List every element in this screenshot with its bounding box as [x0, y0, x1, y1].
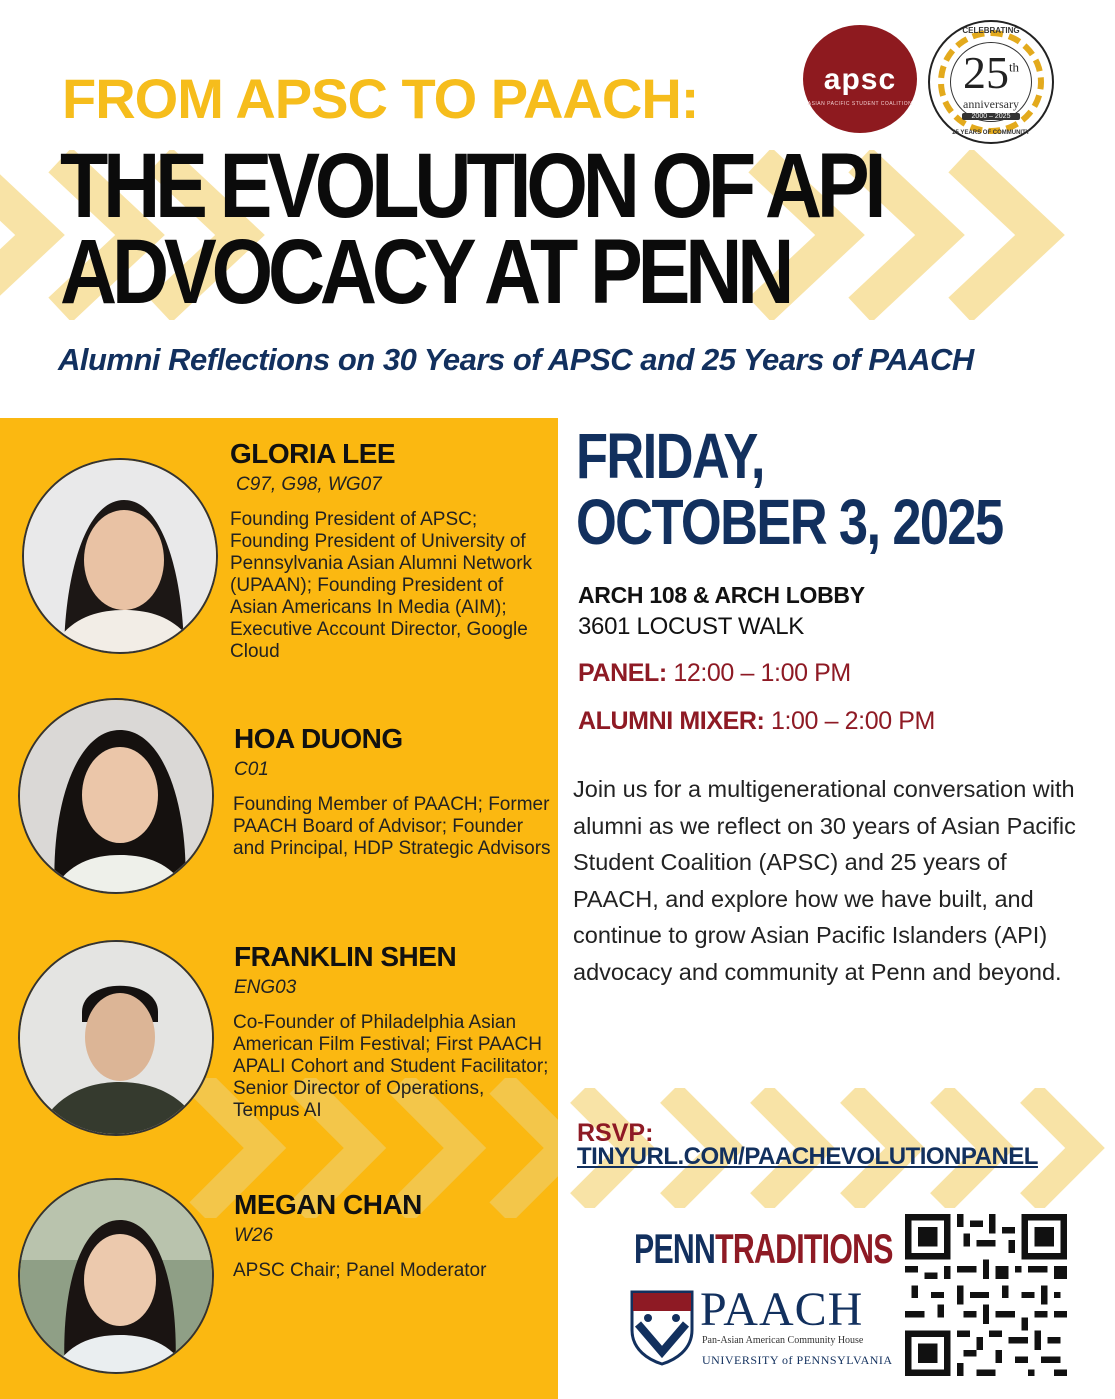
university-name: UNIVERSITY of PENNSYLVANIA: [702, 1353, 893, 1367]
headline-line-1: THE EVOLUTION OF API: [60, 135, 882, 237]
speaker-name: MEGAN CHAN: [234, 1189, 422, 1220]
anniversary-seal: [928, 20, 1054, 144]
speaker-credentials: ENG03: [234, 977, 297, 998]
penn-shield-icon: [630, 1290, 694, 1366]
seal-word: anniversary: [963, 97, 1019, 111]
panel-time: PANEL: 12:00 – 1:00 PM: [578, 659, 851, 687]
speaker-credentials: C97, G98, WG07: [236, 474, 382, 495]
speaker-credentials: W26: [234, 1225, 274, 1246]
speaker-credentials: C01: [234, 759, 269, 780]
seal-top-text: CELEBRATING: [962, 26, 1020, 35]
event-date: OCTOBER 3, 2025: [576, 486, 1003, 558]
speaker-photo-hoa-duong: [18, 698, 214, 894]
rsvp-link[interactable]: TINYURL.COM/PAACHEVOLUTIONPANEL: [577, 1143, 1038, 1170]
rsvp-label: RSVP:: [577, 1119, 654, 1147]
apsc-wordmark: apsc: [823, 63, 897, 96]
paach-wordmark: PAACH: [700, 1283, 864, 1336]
paach-full-name: Pan-Asian American Community House: [702, 1335, 864, 1346]
speaker-photo-gloria-lee: [22, 458, 218, 654]
event-venue: ARCH 108 & ARCH LOBBY: [578, 582, 865, 608]
event-date-day: FRIDAY,: [576, 420, 764, 492]
penn-traditions-logo: PENNTRADITIONS: [634, 1225, 893, 1272]
tagline: Alumni Reflections on 30 Years of APSC and 25 Years of PAACH: [58, 342, 974, 377]
seal-years: 2000 – 2025: [962, 113, 1020, 120]
apsc-logo-subtext: ASIAN PACIFIC STUDENT COALITION: [807, 101, 913, 107]
event-description: Join us for a multigenerational conversation with alumni as we reflect on 30 years of Asian Pacific Student Coalition (APSC) and 25 years of PAACH, and explore how we have built, and continue to grow Asian Pacific Islanders (API) advocacy and community at Penn and beyond.: [573, 776, 1076, 985]
speaker-bio: APSC Chair; Panel Moderator: [233, 1260, 487, 1281]
speakers-panel: [0, 418, 558, 1399]
seal-number: 25th: [962, 47, 1020, 98]
headline-line-2: ADVOCACY AT PENN: [60, 221, 790, 323]
speaker-bio: Co-Founder of Philadelphia Asian American Film Festival; First PAACH APALI Cohort and Student Facilitator; Senior Director of Operations, Tempus AI: [233, 1012, 549, 1121]
speaker-photo-franklin-shen: [18, 940, 214, 1136]
event-address: 3601 LOCUST WALK: [578, 613, 804, 640]
rsvp-qr-code-icon[interactable]: [905, 1214, 1067, 1376]
speaker-bio: Founding Member of PAACH; Former PAACH Board of Advisor; Founder and Principal, HDP Strategic Advisors: [233, 794, 551, 859]
speaker-name: GLORIA LEE: [230, 438, 396, 469]
speaker-bio: Founding President of APSC; Founding President of University of Pennsylvania Asian Alumni Network (UPAAN); Founding President of Asian Americans In Media (AIM); Executive Account Director, Google Cloud: [230, 509, 533, 662]
speaker-name: HOA DUONG: [234, 723, 403, 754]
mixer-time: ALUMNI MIXER: 1:00 – 2:00 PM: [578, 707, 935, 735]
seal-bottom-text: 25 YEARS OF COMMUNITY: [952, 130, 1030, 136]
kicker-title: FROM APSC TO PAACH:: [62, 67, 699, 130]
apsc-logo: [803, 25, 917, 133]
speaker-photo-megan-chan: [18, 1178, 214, 1374]
speaker-name: FRANKLIN SHEN: [234, 941, 457, 972]
